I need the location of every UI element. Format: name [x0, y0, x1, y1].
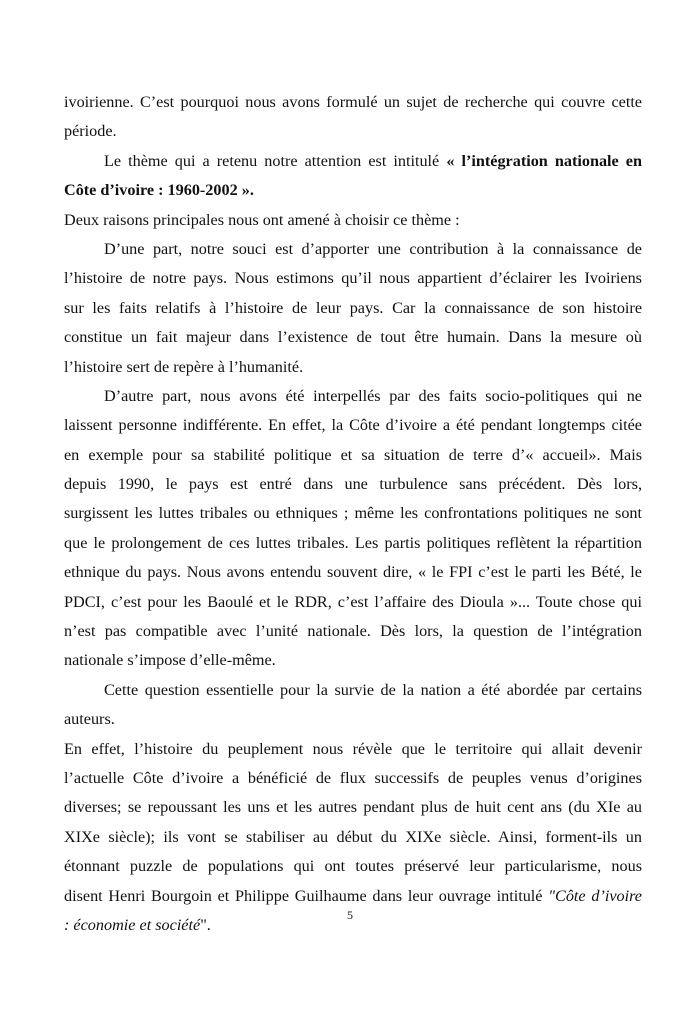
text-line: nationale s’impose d’elle-même.: [64, 651, 276, 670]
text-line: Cette question essentielle pour la survie de la nation a été abordée par certains: [104, 680, 642, 699]
text-line: XIXe siècle); ils vont se stabiliser au début du XIXe siècle. Ainsi, forment-ils un: [64, 827, 642, 846]
document-page: [64, 88, 642, 940]
text-line: D’une part, notre souci est d’apporter une contribution à la connaissance de: [104, 239, 642, 258]
thesis-title: « l’intégration nationale en: [446, 151, 642, 170]
text-line: l’histoire de notre pays. Nous estimons qu’il nous appartient d’éclairer les Ivoiriens: [64, 269, 642, 288]
text-line: l’histoire sert de repère à l’humanité.: [64, 357, 304, 376]
text-line-reference-end: : économie et société".: [64, 915, 211, 934]
text-line: laissent personne indifférente. En effet, la Côte d’ivoire a été pendant longtemps citée: [64, 416, 642, 435]
text-line: ethnique du pays. Nous avons entendu souvent dire, « le FPI c’est le parti les Bété, le: [64, 563, 642, 582]
text-line: surgissent les luttes tribales ou ethniques ; même les confrontations politiques ne sont: [64, 504, 642, 523]
text-line: que le prolongement de ces luttes tribales. Les partis politiques reflètent la répartition: [64, 533, 642, 552]
text-line: période.: [64, 122, 117, 141]
text-line: en exemple pour sa stabilité politique et sa situation de terre d’« accueil». Mais: [64, 445, 642, 464]
page-number: 5: [347, 908, 353, 922]
text-line: Deux raisons principales nous ont amené à choisir ce thème :: [64, 210, 460, 229]
text-line: ivoirienne. C’est pourquoi nous avons formulé un sujet de recherche qui couvre cette: [64, 93, 642, 111]
book-title-continued: : économie et société: [64, 915, 201, 934]
text-line: depuis 1990, le pays est entré dans une turbulence sans précédent. Dès lors,: [64, 475, 642, 494]
text-line: diverses; se repoussant les uns et les autres pendant plus de huit cent ans (du XIe au: [64, 798, 642, 817]
book-title: "Côte d’ivoire: [548, 886, 642, 905]
text-line: constitue un fait majeur dans l’existence de tout être humain. Dans la mesure où: [64, 328, 642, 347]
text-line: sur les faits relatifs à l’histoire de leur pays. Car la connaissance de son histoire: [64, 298, 642, 317]
text-line: étonnant puzzle de populations qui ont toutes préservé leur particularisme, nous: [64, 857, 642, 876]
text-line: l’actuelle Côte d’ivoire a bénéficié de flux successifs de peuples venus d’origines: [64, 768, 642, 787]
text-line: D’autre part, nous avons été interpellés par des faits socio-politiques qui ne: [104, 386, 642, 405]
text-line: PDCI, c’est pour les Baoulé et le RDR, c’est l’affaire des Dioula »... Toute chose qui: [64, 592, 642, 611]
text-line: En effet, l’histoire du peuplement nous révèle que le territoire qui allait devenir: [64, 739, 642, 758]
text-line: n’est pas compatible avec l’unité nationale. Dès lors, la question de l’intégration: [64, 622, 642, 641]
thesis-title-continued: Côte d’ivoire : 1960-2002 ».: [64, 181, 254, 200]
text-line-theme: Le thème qui a retenu notre attention est intitulé « l’intégration nationale en: [104, 151, 642, 170]
text-line-reference: disent Henri Bourgoin et Philippe Guilhaume dans leur ouvrage intitulé "Côte d’ivoire: [64, 886, 642, 905]
text-line: auteurs.: [64, 710, 115, 729]
